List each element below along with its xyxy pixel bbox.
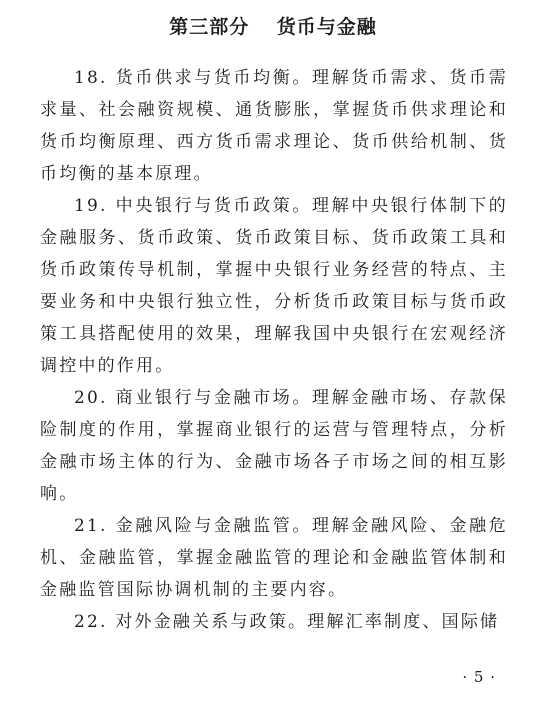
paragraph-19: 19. 中央银行与货币政策。理解中央银行体制下的金融服务、货币政策、货币政策目标、货币政策工具和货币政策传导机制，掌握中央银行业务经营的特点、主要业务和中央银行独立性，分析货币政策目标与货币政策工具搭配使用的效果，理解我国中央银行在宏观经济调控中的作用。	[40, 196, 508, 376]
page-number: · 5 ·	[462, 668, 496, 686]
section-title: 第三部分 货币与金融	[169, 16, 377, 38]
document-body	[40, 62, 508, 638]
paragraph-21: 21. 金融风险与金融监管。理解金融风险、金融危机、金融监管，掌握金融监管的理论和金融监管体制和金融监管国际协调机制的主要内容。	[40, 516, 508, 600]
paragraph-22: 22. 对外金融关系与政策。理解汇率制度、国际储	[74, 612, 500, 632]
paragraph-20: 20. 商业银行与金融市场。理解金融市场、存款保险制度的作用，掌握商业银行的运营与管理特点，分析金融市场主体的行为、金融市场各子市场之间的相互影响。	[40, 388, 508, 504]
paragraph-18: 18. 货币供求与货币均衡。理解货币需求、货币需求量、社会融资规模、通货膨胀，掌握货币供求理论和货币均衡原理、西方货币需求理论、货币供给机制、货币均衡的基本原理。	[40, 68, 508, 184]
